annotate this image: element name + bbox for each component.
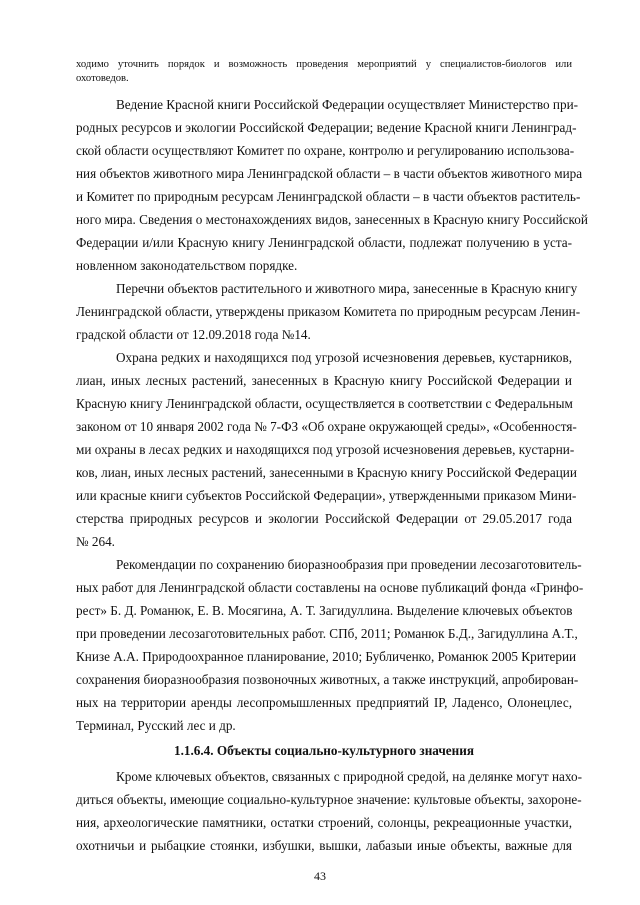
paragraph-5-line: Кроме ключевых объектов, связанных с природной средой, на делянке могут нахо- <box>116 769 582 784</box>
paragraph-5-line: диться объекты, имеющие социально-культурное значение: культовые объекты, захороне- <box>76 792 582 807</box>
paragraph-4-line: Рекомендации по сохранению биоразнообразия при проведении лесозаготовитель- <box>116 557 582 572</box>
paragraph-4-line: Книзе А.А. Природоохранное планирование, 2010; Бубличенко, Романюк 2005 Критерии <box>76 649 577 664</box>
paragraph-4-line: ных работ для Ленинградской области составлены на основе публикаций фонда «Гринфо- <box>76 580 584 595</box>
paragraph-3-line: стерства природных ресурсов и экологии Российской Федерации от 29.05.2017 года <box>76 511 572 526</box>
paragraph-3-line: или красные книги субъектов Российской Федерации», утвержденными приказом Мини- <box>76 488 577 503</box>
paragraph-5-line: охотничьи и рыбацкие стоянки, избушки, вышки, лабазыи иные объекты, важные для <box>76 838 572 853</box>
paragraph-4-line: сохранения биоразнообразия позвоночных животных, а также инструкций, апробирован- <box>76 672 579 687</box>
paragraph-3-line: ми охраны в лесах редких и находящихся под угрозой исчезновения деревьев, кустарни- <box>76 442 575 457</box>
paragraph-5-line: ния, археологические памятники, остатки строений, солонцы, рекреационные участки, <box>76 815 572 830</box>
paragraph-1-line: и Комитет по природным ресурсам Ленинградской области – в части объектов раститель- <box>76 189 581 204</box>
paragraph-1-line: ния объектов животного мира Ленинградской области – в части объектов животного мира <box>76 166 583 181</box>
paragraph-2-line: градской области от 12.09.2018 года №14. <box>76 327 311 342</box>
paragraph-1-line: Федерации и/или Красную книгу Ленинградской области, подлежат получению в уста- <box>76 235 572 250</box>
intro-line-1: ходимо уточнить порядок и возможность проведения мероприятий у специалистов-биологов или <box>76 59 572 70</box>
page-number: 43 <box>314 869 326 883</box>
paragraph-1-line: Ведение Красной книги Российской Федерации осуществляет Министерство при- <box>116 97 579 112</box>
paragraph-3-line: законом от 10 января 2002 года № 7-ФЗ «Об охране окружающей среды», «Особенностя- <box>76 419 577 434</box>
paragraph-4-line: Терминал, Русский лес и др. <box>76 718 236 733</box>
paragraph-4-line: при проведении лесозаготовительных работ. СПб, 2011; Романюк Б.Д., Загидуллина А.Т., <box>76 626 578 641</box>
paragraph-1-line: родных ресурсов и экологии Российской Федерации; ведение Красной книги Ленинград- <box>76 120 577 135</box>
paragraph-3-line: № 264. <box>76 534 115 549</box>
paragraph-3-line: лиан, иных лесных растений, занесенных в Красную книгу Российской Федерации и <box>76 373 572 388</box>
section-heading: 1.1.6.4. Объекты социально-культурного значения <box>173 743 474 758</box>
intro-line-2: охотоведов. <box>76 73 129 84</box>
paragraph-1-line: ного мира. Сведения о местонахождениях видов, занесенных в Красную книгу Российской <box>76 212 588 227</box>
paragraph-4-line: рест» Б. Д. Романюк, Е. В. Мосягина, А. Т. Загидуллина. Выделение ключевых объектов <box>76 603 573 618</box>
paragraph-3-line: ков, лиан, иных лесных растений, занесенными в Красную книгу Российской Федерации <box>76 465 577 480</box>
paragraph-3-line: Охрана редких и находящихся под угрозой исчезновения деревьев, кустарников, <box>116 350 572 365</box>
paragraph-4-line: ных на территории аренды лесопромышленных предприятий IP, Ладенсо, Олонецлес, <box>76 695 572 710</box>
paragraph-1-line: ской области осуществляют Комитет по охране, контролю и регулированию использова- <box>76 143 575 158</box>
paragraph-2-line: Перечни объектов растительного и животного мира, занесенные в Красную книгу <box>116 281 578 296</box>
paragraph-2-line: Ленинградской области, утверждены приказом Комитета по природным ресурсам Ленин- <box>76 304 581 319</box>
paragraph-1-line: новленном законодательством порядке. <box>76 258 298 273</box>
paragraph-3-line: Красную книгу Ленинградской области, осуществляется в соответствии с Федеральным <box>76 396 573 411</box>
